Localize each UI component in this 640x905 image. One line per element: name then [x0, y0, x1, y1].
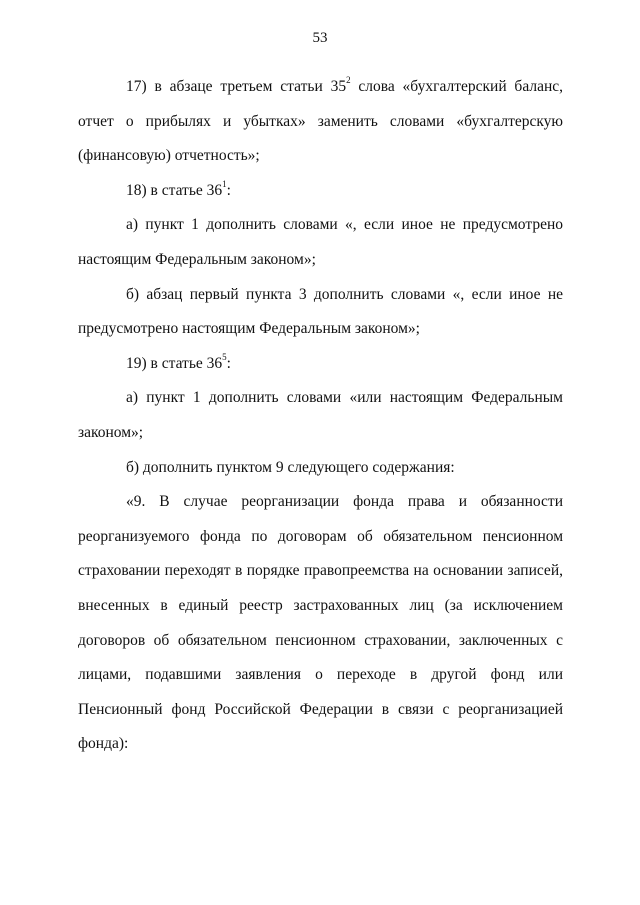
- paragraph-17-prefix: 17) в абзаце третьем статьи 35: [126, 78, 347, 95]
- paragraph-18-prefix: 18) в статье 36: [126, 181, 223, 199]
- paragraph-18b: б) абзац первый пункта 3 дополнить словами «, если иное не предусмотрено настоящим Федеральным законом»;: [78, 285, 563, 338]
- paragraph-17-superscript: 2: [346, 74, 351, 85]
- paragraph-19-text: :: [226, 354, 231, 372]
- paragraph-19b: б) дополнить пунктом 9 следующего содержания:: [126, 458, 455, 476]
- paragraph-19a: а) пункт 1 дополнить словами «или настоящим Федеральным законом»;: [78, 389, 563, 441]
- page-number: 53: [312, 30, 328, 46]
- paragraph-18-superscript: 1: [222, 178, 227, 189]
- paragraph-17-text: слова «бухгалтерский баланс, отчет о прибылях и убытках» заменить словами «бухгалтерскую (финансовую) отчетность»;: [78, 78, 563, 165]
- paragraph-19: [78, 347, 563, 382]
- paragraph-19-superscript: 5: [222, 351, 227, 362]
- paragraph-18: [78, 174, 563, 209]
- paragraph-point-9: «9. В случае реорганизации фонда права и обязанности реорганизуемого фонда по договорам об обязательном пенсионном страховании переходят в порядке правопреемства на основании записей, внесенных в единый реестр застрахованных лиц (за исключением договоров об обязательном пенсионном страховании, заключенных с лицами, подавшими заявления о переходе в другой фонд или Пенсионный фонд Российской Федерации в связи с реорганизацией фонда):: [78, 493, 563, 753]
- document-body: [78, 70, 563, 762]
- paragraph-17: [78, 70, 563, 174]
- paragraph-18-text: :: [226, 181, 231, 199]
- paragraph-18a: а) пункт 1 дополнить словами «, если иное не предусмотрено настоящим Федеральным законом»;: [78, 216, 563, 268]
- paragraph-19-prefix: 19) в статье 36: [126, 354, 223, 372]
